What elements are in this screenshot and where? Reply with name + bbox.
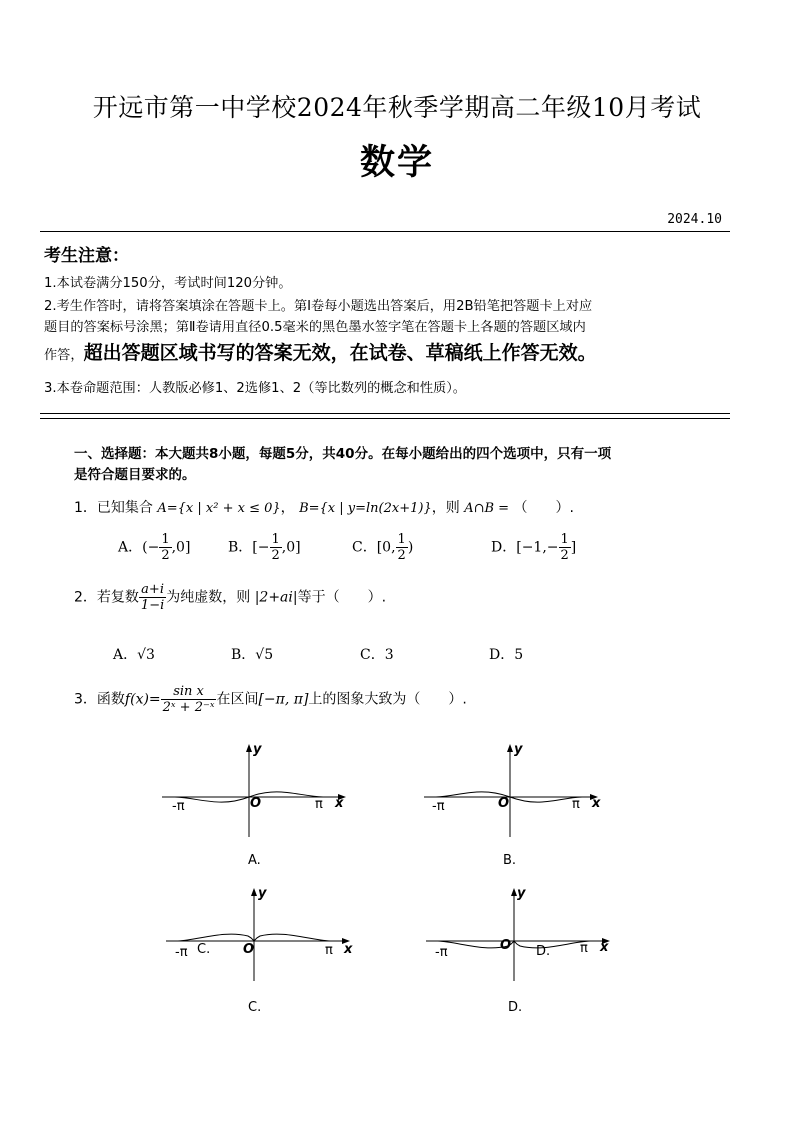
graph-b-y-label: y	[514, 742, 523, 757]
graph-b-origin: O	[498, 796, 510, 811]
answer-paren: （ ）.	[513, 500, 574, 516]
notice-item-2c-prefix: 作答，	[44, 348, 84, 363]
fraction: $\frac{1}{2}$	[271, 532, 280, 563]
divider-top	[40, 231, 730, 232]
section-heading-line2: 是符合题目要求的。	[74, 467, 196, 483]
question-number: 3．	[74, 691, 97, 708]
divider-mid-1	[40, 413, 730, 414]
q2-text: 若复数	[96, 589, 139, 606]
intersection-expr: A∩B =	[464, 501, 510, 516]
notice-item-2a: 2.考生作答时，请将答案填涂在答题卡上。第Ⅰ卷每小题选出答案后，用2B铅笔把答题卡上对应	[44, 299, 593, 314]
q2-text-c: 等于（ ）.	[297, 589, 387, 606]
complex-fraction	[139, 582, 166, 613]
question-1-stem	[74, 497, 574, 517]
q2-option-c[interactable]: C．3	[360, 647, 394, 663]
graph-c-inner-label: C.	[197, 942, 211, 957]
q2-option-b[interactable]: B．√5	[231, 647, 274, 663]
question-number: 1．	[74, 500, 97, 516]
q3-text: 函数	[96, 691, 125, 708]
option-label: A．	[118, 539, 143, 556]
set-b: B={x | y=ln(2x+1)}	[299, 501, 432, 516]
graph-d[interactable]	[424, 886, 620, 986]
q1-option-c[interactable]: C．[0, $\frac{1}{2}$ )	[352, 532, 414, 563]
subject-title: 数学	[359, 143, 434, 183]
interval-expr: [−π, π]	[258, 691, 309, 708]
graph-d-origin: O	[500, 938, 512, 953]
option-label: D．	[491, 539, 517, 556]
q3-text-c: 上的图象大致为（ ）.	[308, 691, 467, 708]
q1-text: 已知集合	[96, 500, 153, 516]
graph-d-inner-label: D.	[536, 944, 551, 959]
graph-a-origin: O	[250, 796, 262, 811]
q2-text-b: 为纯虚数，则	[166, 589, 251, 606]
function-fraction	[161, 684, 217, 715]
option-label: C．	[352, 539, 377, 556]
notice-title: 考生注意：	[44, 246, 129, 266]
q2-option-d[interactable]: D．5	[489, 647, 524, 663]
modulus-expr: |2+ai|	[254, 589, 298, 606]
graph-c-neg-pi: -π	[175, 945, 188, 960]
graph-d-pi: π	[580, 941, 588, 956]
q3-text-b: 在区间	[216, 691, 259, 708]
q1-option-b[interactable]: B．[− $\frac{1}{2}$ ,0]	[228, 532, 301, 563]
graph-c-y-label: y	[258, 886, 267, 901]
graph-a-caption: A.	[248, 853, 261, 868]
graph-d-y-label: y	[517, 886, 526, 901]
graph-a-y-label: y	[253, 742, 262, 757]
notice-item-1: 1.本试卷满分150分，考试时间120分钟。	[44, 276, 292, 291]
graph-a[interactable]	[160, 742, 350, 842]
q1-text-b: ，则	[431, 500, 460, 516]
q1-comma: ，	[280, 500, 295, 516]
question-number: 2．	[74, 589, 97, 606]
graph-c-x-label: x	[344, 942, 353, 957]
graph-a-x-label: x	[335, 796, 344, 811]
q1-option-a[interactable]: A．(− $\frac{1}{2}$ ,0]	[118, 532, 191, 563]
notice-item-2c	[44, 343, 734, 366]
graph-b[interactable]	[422, 742, 612, 842]
graph-b-x-label: x	[592, 796, 601, 811]
fraction: $\frac{1}{2}$	[560, 532, 569, 563]
divider-mid-2	[40, 418, 730, 419]
fraction: $\frac{1}{2}$	[397, 532, 406, 563]
graph-c-origin: O	[243, 942, 255, 957]
graph-c-pi: π	[325, 943, 333, 958]
set-a: A={x | x² + x ≤ 0}	[157, 501, 281, 516]
graph-a-neg-pi: -π	[172, 799, 185, 814]
function-name: f(x)=	[124, 691, 161, 708]
section-heading-line1: 一、选择题：本大题共8小题，每题5分，共40分。在每小题给出的四个选项中，只有一项	[74, 446, 612, 462]
question-2-stem	[74, 582, 386, 613]
graph-b-pi: π	[572, 797, 580, 812]
frac-denominator: 1−i	[140, 598, 165, 613]
q2-option-a[interactable]: A．√3	[113, 647, 155, 663]
notice-item-2b: 题目的答案标号涂黑；第Ⅱ卷请用直径0.5毫米的黑色墨水签字笔在答题卡上各题的答题区域内	[44, 320, 586, 335]
option-label: B．	[228, 539, 253, 556]
exam-date: 2024.10	[667, 212, 722, 227]
question-3-stem	[74, 684, 467, 715]
notice-emphasis: 超出答题区域书写的答案无效，在试卷、草稿纸上作答无效。	[83, 342, 597, 364]
graph-c-caption: C.	[248, 1000, 262, 1015]
graph-a-pi: π	[315, 797, 323, 812]
graph-b-caption: B.	[503, 853, 517, 868]
graph-c[interactable]	[164, 886, 364, 986]
notice-item-3: 3.本卷命题范围：人教版必修1、2选修1、2（等比数列的概念和性质）。	[44, 381, 466, 396]
frac-denominator: 2ˣ + 2⁻ˣ	[162, 700, 215, 715]
graph-d-x-label: x	[600, 940, 609, 955]
fraction: $\frac{1}{2}$	[161, 532, 170, 563]
frac-numerator: sin x	[161, 684, 217, 700]
graph-d-caption: D.	[508, 1000, 523, 1015]
graph-d-neg-pi: -π	[435, 945, 448, 960]
frac-numerator: a+i	[139, 582, 166, 598]
graph-b-neg-pi: -π	[432, 799, 445, 814]
q1-option-d[interactable]: D．[−1,− $\frac{1}{2}$ ]	[491, 532, 577, 563]
section-heading	[74, 444, 734, 486]
exam-title: 开远市第一中学校2024年秋季学期高二年级10月考试	[92, 93, 702, 122]
